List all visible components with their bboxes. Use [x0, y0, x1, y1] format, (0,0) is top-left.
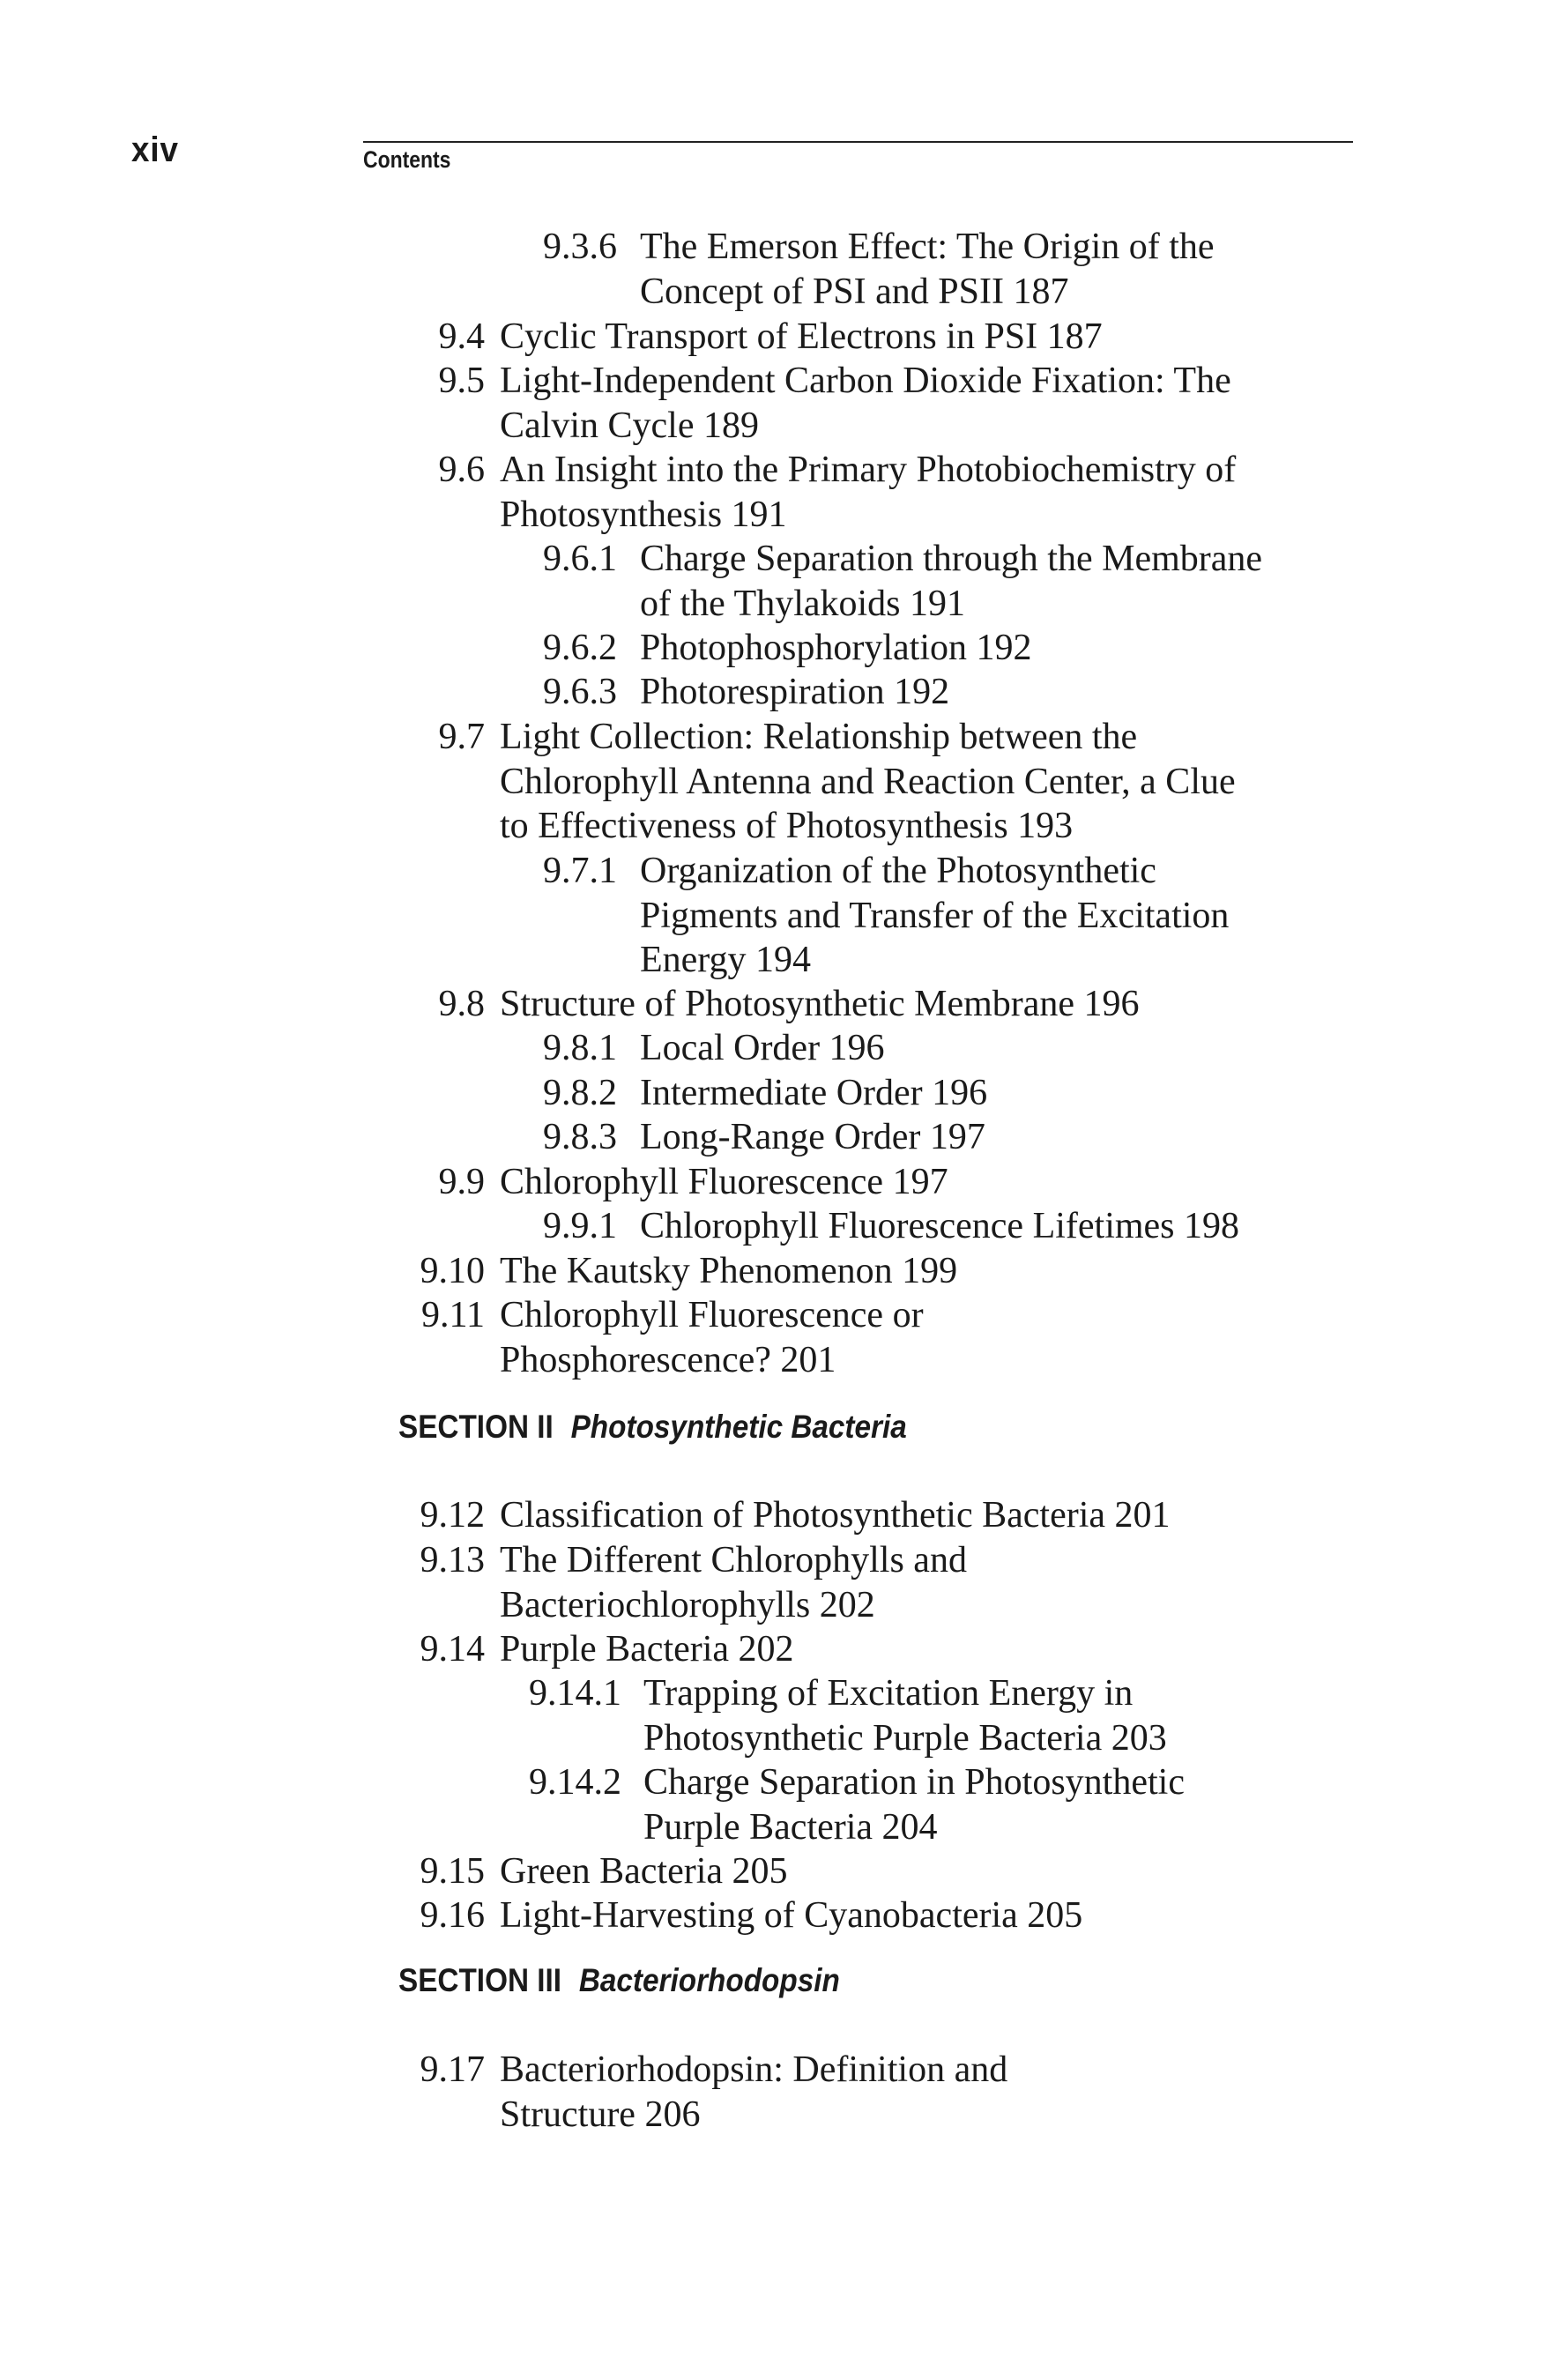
entry-line: Green Bacteria 205 [500, 1851, 788, 1892]
entry-line: Calvin Cycle 189 [500, 405, 759, 446]
entry-number: 9.11 [421, 1295, 485, 1335]
entry-title [500, 1538, 967, 1627]
entry-title [500, 315, 1103, 360]
entry-line: Organization of the Photosynthetic [640, 851, 1156, 891]
entry-line: Structure 206 [500, 2094, 701, 2135]
entry-line: Chlorophyll Fluorescence or [500, 1295, 924, 1335]
entry-line: Chlorophyll Fluorescence 197 [500, 1162, 948, 1202]
entry-title [500, 1493, 1171, 1538]
entry-number: 9.7.1 [543, 851, 617, 891]
entry-line: Trapping of Excitation Energy in [643, 1673, 1134, 1714]
entry-line: Pigments and Transfer of the Excitation [640, 895, 1230, 936]
entry-number: 9.6.1 [543, 539, 617, 579]
entry-title [500, 1893, 1082, 1938]
entry-line: The Emerson Effect: The Origin of the [640, 227, 1215, 267]
entry-line: Classification of Photosynthetic Bacteria 201 [500, 1495, 1171, 1536]
section-heading-ii [398, 1409, 907, 1446]
entry-line: Long-Range Order 197 [640, 1117, 985, 1157]
entry-number: 9.9 [438, 1162, 485, 1202]
entry-title [500, 448, 1236, 537]
entry-number: 9.8 [438, 984, 485, 1024]
entry-line: Phosphorescence? 201 [500, 1339, 836, 1380]
entry-line: Purple Bacteria 204 [643, 1806, 938, 1848]
entry-number: 9.13 [420, 1540, 485, 1580]
section-label: SECTION II [398, 1409, 554, 1445]
entry-number: 9.8.1 [543, 1028, 617, 1068]
entry-title [500, 1293, 924, 1382]
entry-title [640, 1115, 985, 1160]
entry-number: 9.14 [420, 1629, 485, 1670]
section-title: Photosynthetic Bacteria [570, 1409, 907, 1445]
entry-title [640, 1026, 885, 1071]
page-number: xiv [131, 130, 179, 169]
entry-line: to Effectiveness of Photosynthesis 193 [500, 806, 1074, 846]
entry-line: Energy 194 [640, 940, 812, 980]
entry-title [500, 1849, 788, 1894]
running-head-title: Contents [363, 146, 451, 173]
entry-line: Photosynthesis 191 [500, 494, 787, 535]
entry-line: of the Thylakoids 191 [640, 583, 966, 624]
entry-title [640, 1204, 1239, 1249]
entry-line: Intermediate Order 196 [640, 1073, 988, 1113]
entry-line: Light-Harvesting of Cyanobacteria 205 [500, 1895, 1083, 1936]
entry-number: 9.12 [420, 1495, 485, 1536]
entry-title [500, 1160, 948, 1205]
entry-line: Concept of PSI and PSII 187 [640, 271, 1069, 312]
running-head [0, 0, 1561, 185]
entry-title [500, 982, 1140, 1027]
entry-number: 9.6 [438, 450, 485, 490]
section-heading-iii [398, 1962, 840, 1999]
entry-line: The Different Chlorophylls and [500, 1540, 967, 1580]
entry-line: Light-Independent Carbon Dioxide Fixation: The [500, 361, 1231, 401]
entry-line: Light Collection: Relationship between the [500, 717, 1138, 757]
entry-line: Chlorophyll Antenna and Reaction Center, a Clue [500, 761, 1236, 802]
entry-number: 9.9.1 [543, 1206, 617, 1246]
entry-title [643, 1760, 1185, 1849]
entry-number: 9.8.3 [543, 1117, 617, 1157]
entry-number: 9.17 [420, 2049, 485, 2090]
entry-number: 9.5 [438, 361, 485, 401]
entry-title [640, 849, 1229, 983]
entry-title [500, 1627, 794, 1672]
entry-number: 9.6.3 [543, 672, 617, 712]
entry-line: The Kautsky Phenomenon 199 [500, 1251, 958, 1291]
entry-title [500, 1249, 957, 1294]
entry-number: 9.14.1 [529, 1673, 621, 1714]
entry-number: 9.8.2 [543, 1073, 617, 1113]
entry-number: 9.4 [438, 316, 485, 357]
entry-title [640, 537, 1262, 626]
entry-title [640, 1071, 987, 1116]
entry-title [640, 626, 1032, 671]
entry-title [640, 225, 1215, 314]
entry-line: Charge Separation through the Membrane [640, 539, 1263, 579]
entry-title [500, 2048, 1007, 2137]
entry-title [643, 1671, 1167, 1760]
entry-title [500, 359, 1231, 448]
entry-number: 9.10 [420, 1251, 485, 1291]
entry-title [500, 715, 1236, 849]
section-label: SECTION III [398, 1962, 562, 1998]
entry-line: Chlorophyll Fluorescence Lifetimes 198 [640, 1206, 1240, 1246]
header-rule [363, 141, 1353, 143]
entry-line: Photosynthetic Purple Bacteria 203 [643, 1717, 1167, 1759]
entry-number: 9.16 [420, 1895, 485, 1936]
entry-line: Bacteriorhodopsin: Definition and [500, 2049, 1008, 2090]
entry-line: An Insight into the Primary Photobiochemistry of [500, 450, 1237, 490]
entry-line: Purple Bacteria 202 [500, 1629, 794, 1670]
entry-number: 9.6.2 [543, 628, 617, 668]
entry-line: Local Order 196 [640, 1028, 885, 1068]
section-title: Bacteriorhodopsin [578, 1962, 840, 1998]
entry-title [640, 670, 949, 715]
entry-line: Charge Separation in Photosynthetic [643, 1762, 1185, 1803]
entry-line: Cyclic Transport of Electrons in PSI 187 [500, 316, 1103, 357]
entry-number: 9.14.2 [529, 1762, 621, 1803]
entry-line: Photorespiration 192 [640, 672, 950, 712]
entry-line: Structure of Photosynthetic Membrane 196 [500, 984, 1140, 1024]
entry-number: 9.3.6 [543, 227, 617, 267]
entry-number: 9.15 [420, 1851, 485, 1892]
entry-number: 9.7 [438, 717, 485, 757]
entry-line: Photophosphorylation 192 [640, 628, 1032, 668]
entry-line: Bacteriochlorophylls 202 [500, 1584, 875, 1625]
